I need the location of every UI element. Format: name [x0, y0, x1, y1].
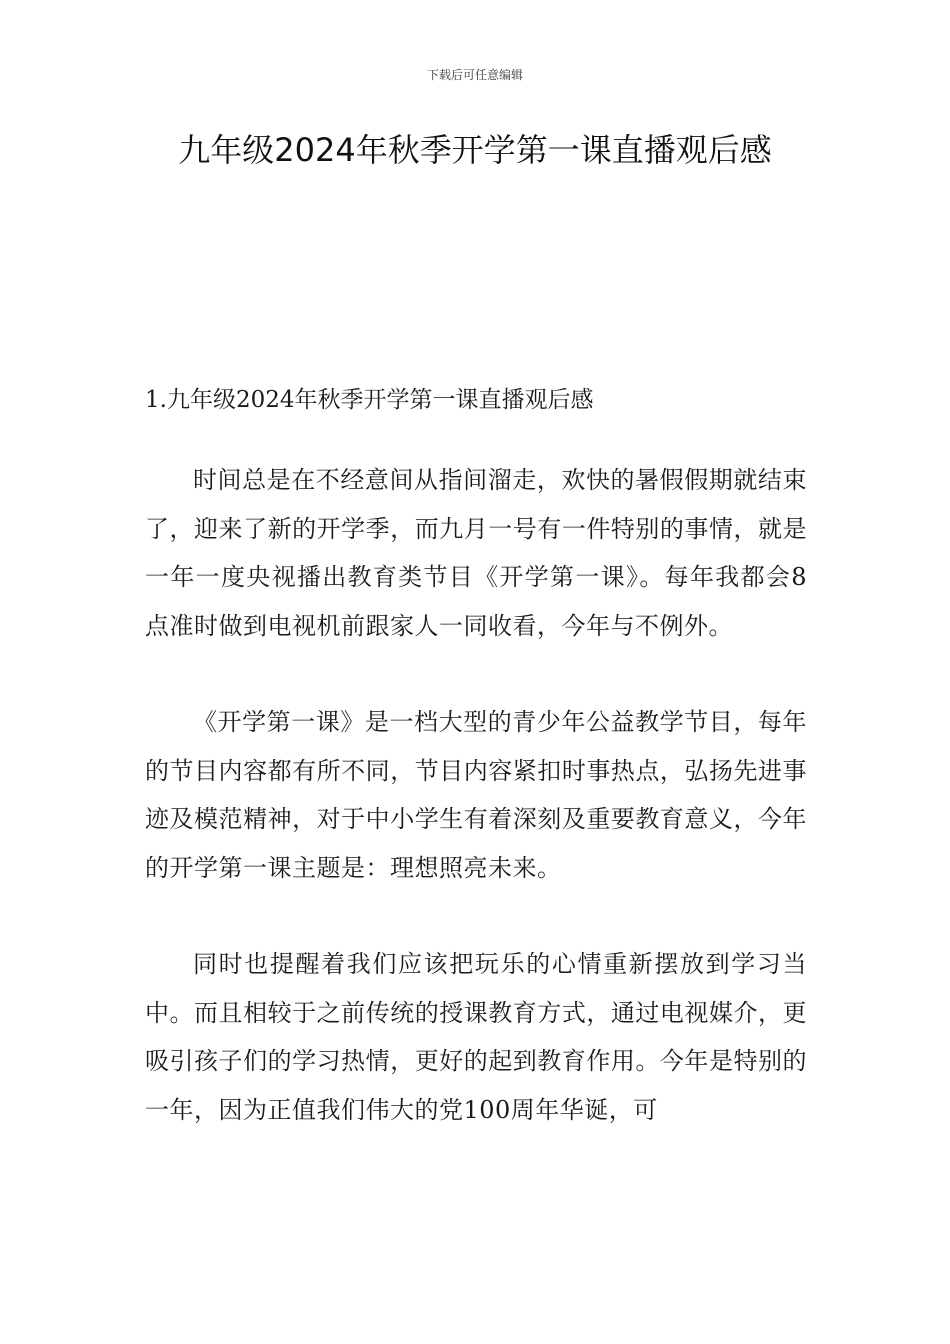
header-note: 下载后可任意编辑	[426, 68, 523, 82]
paragraph-2: 《开学第一课》是一档大型的青少年公益教学节目，每年的节目内容都有所不同，节目内容紧扣时事热点，弘扬先进事迹及模范精神，对于中小学生有着深刻及重要教育意义，今年的开学第一课主题是：理想照亮未来。	[145, 708, 807, 882]
document-body	[145, 378, 807, 1182]
paragraph-3: 同时也提醒着我们应该把玩乐的心情重新摆放到学习当中。而且相较于之前传统的授课教育方式，通过电视媒介，更吸引孩子们的学习热情，更好的起到教育作用。今年是特别的一年，因为正值我们伟大的党100周年华诞，可	[145, 950, 807, 1124]
section-heading: 1.九年级2024年秋季开学第一课直播观后感	[145, 387, 594, 413]
paragraph-1: 时间总是在不经意间从指间溜走，欢快的暑假假期就结束了，迎来了新的开学季，而九月一号有一件特别的事情，就是一年一度央视播出教育类节目《开学第一课》。每年我都会8点准时做到电视机前跟家人一同收看，今年与不例外。	[145, 466, 807, 640]
document-title: 九年级2024年秋季开学第一课直播观后感	[178, 131, 772, 169]
